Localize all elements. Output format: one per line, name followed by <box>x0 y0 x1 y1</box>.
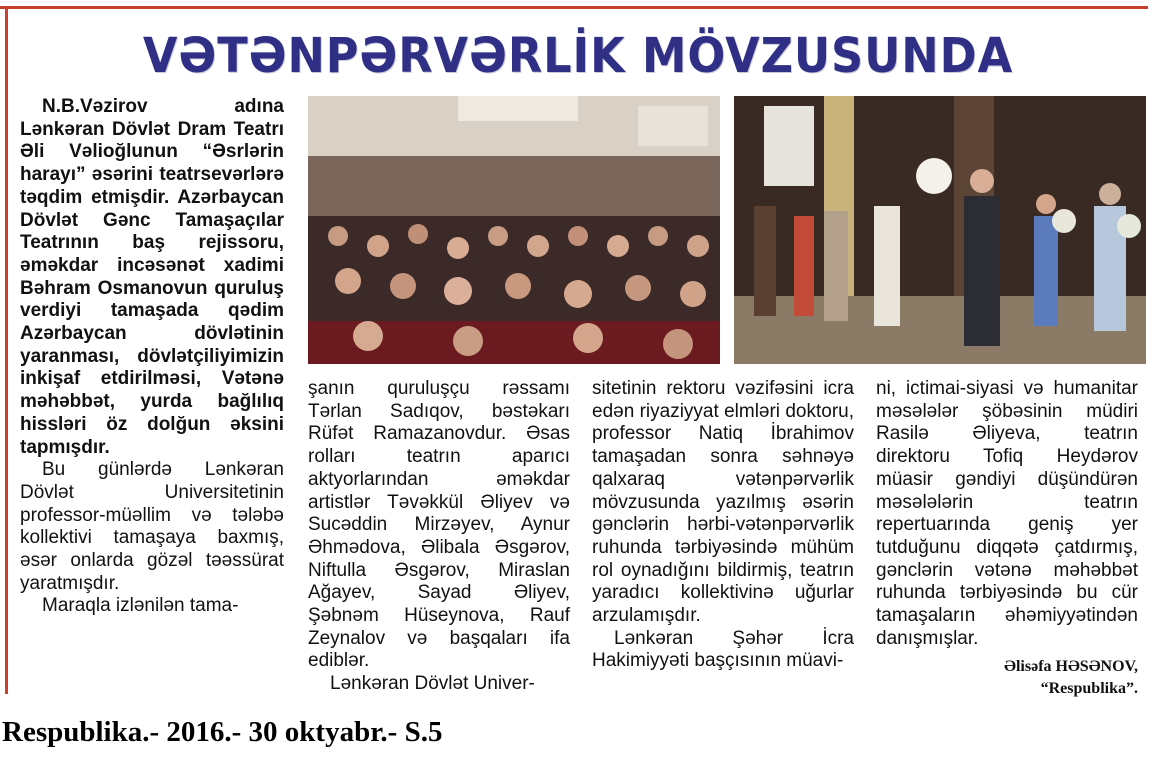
source-citation: Respublika.- 2016.- 30 oktyabr.- S.5 <box>2 716 443 748</box>
newspaper-name: “Respublika”. <box>1040 680 1138 697</box>
stage-photo-illustration <box>734 96 1146 364</box>
body-paragraph: ni, ictimai-siyasi və humanitar məsələlər şöbəsinin müdiri Rasilə Əliyeva, teatrın direktoru Tofiq Heydərov müasir gəndiyi düşündürən məsələlərin teatrın repertuarında geniş yer tutduğunu diqqətə çatdırmış, gənclərin vətənə məhəbbət ruhunda tərbiyəsində bu cür tamaşaların əhəmiyyətindən danışmışlar. <box>876 378 1138 649</box>
audience-photo-illustration <box>308 96 720 364</box>
top-rule <box>0 6 1148 9</box>
left-rule <box>5 6 8 694</box>
body-paragraph: Maraqla izlənilən tama- <box>42 595 239 617</box>
article-column-4 <box>876 378 1138 650</box>
author-signature <box>880 656 1138 700</box>
article-column-1 <box>20 96 284 618</box>
audience-photo <box>308 96 720 364</box>
article-column-2 <box>308 378 570 696</box>
article-column-3 <box>592 378 854 673</box>
lead-paragraph: N.B.Vəzirov adına Lənkəran Dövlət Dram Teatrı Əli Vəlioğlunun “Əsrlərin harayı” əsərini teatrsevərlərə təqdim etmişdir. Azərbaycan Dövlət Gənc Tamaşaçılar Teatrının baş rejissoru, əməkdar incəsənət xadimi Bəhram Osmanovun quruluş verdiyi tamaşada qədim Azərbaycan dövlətinin yaranması, dövlətçiliyimizin inkişaf etdirilməsi, Vətənə məhəbbət, yurda bağlılıq hissləri öz dolğun əksini tapmışdır. <box>20 96 284 458</box>
body-paragraph: Lənkəran Şəhər İcra Hakimiyyəti başçısının müavi- <box>592 627 854 672</box>
body-paragraph: şanın quruluşçu rəssamı Tərlan Sadıqov, bəstəkarı Rüfət Ramazanovdur. Əsas rolları teatrın aparıcı aktyorlarından əməkdar artistlər Təvəkkül Əliyev və Sucəddin Mirzəyev, Aynur Əhmədova, Əlibala Əsgərov, Niftulla Əsgərov, Miraslan Ağayev, Sayad Əliyev, Şəbnəm Hüseynova, Rauf Zeynalov və başqaları ifa ediblər. <box>308 378 570 672</box>
body-paragraph: Bu günlərdə Lənkəran Dövlət Universitetinin professor-müəllim və tələbə kollektivi tamaşaya baxmış, əsər onlarda gözəl təəssürat yaratmışdır. <box>20 459 284 594</box>
author-name: Əlisəfa HƏSƏNOV, <box>1004 658 1138 675</box>
stage-photo <box>734 96 1146 364</box>
body-paragraph: Lənkəran Dövlət Univer- <box>330 673 535 695</box>
body-paragraph: sitetinin rektoru vəzifəsini icra edən riyaziyyat elmləri doktoru, professor Natiq İbrahimov tamaşadan sonra səhnəyə qalxaraq vətənpərvərlik mövzusunda yazılmış əsərin gənclərin hərbi-vətənpərvərlik ruhunda tərbiyəsində mühüm rol oynadığını bildirmiş, teatrın yaradıcı kollektivinə uğurlar arzulamışdır. <box>592 378 854 627</box>
article-headline: VƏTƏNPƏRVƏRLİK MÖVZUSUNDA <box>142 28 1014 84</box>
